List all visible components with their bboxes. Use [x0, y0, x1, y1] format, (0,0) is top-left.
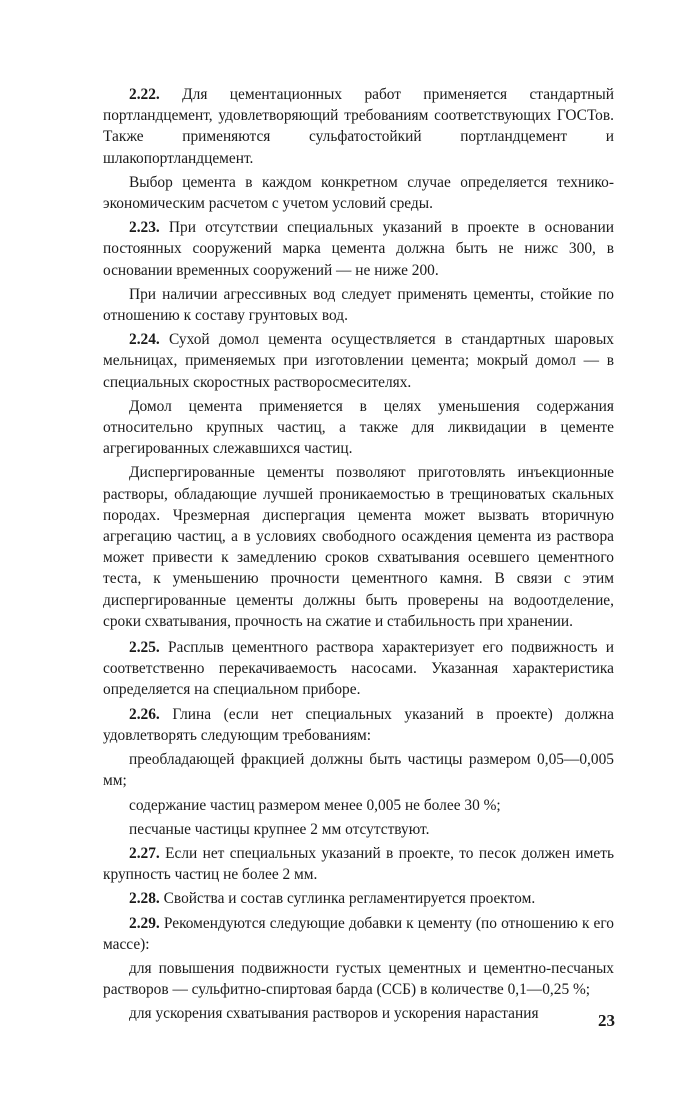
clause-number: 2.22. — [129, 86, 160, 103]
clause-number: 2.23. — [129, 219, 160, 237]
paragraph-text: Сухой домол цемента осуществляется в стандартных шаровых мельницах, применяемых при изготовлении цемента; мокрый домол — в специальных скоростных растворосмесителях. — [103, 331, 614, 391]
paragraph-text: При наличии агрессивных вод следует применять цементы, стойкие по отношению к составу грунтовых вод. — [103, 285, 614, 325]
paragraph-text: Глина (если нет специальных указаний в проекте) должна удовлетворять следующим требованиям: — [103, 705, 614, 744]
clause-number: 2.24. — [129, 331, 160, 349]
paragraph-2-29 — [103, 913, 614, 955]
page-number: 23 — [598, 1011, 615, 1030]
paragraph-text: Домол цемента применяется в целях уменьшения содержания относительно крупных частиц, а также для ликвидации в цементе агрегированных слежавшихся частиц. — [103, 397, 614, 458]
paragraph-text: Свойства и состав суглинка регламентируется проектом. — [163, 890, 536, 908]
paragraph-regrinding — [103, 396, 614, 460]
paragraph-text: Для цементационных работ применяется стандартный портландцемент, удовлетворяющий требованиям соответствующих ГОСТов. Также применяются сульфатостойкий портландцемент и шлакопортландцемент. — [103, 86, 614, 167]
paragraph-text: Расплыв цементного раствора характеризует его подвижность и соответственно перекачиваемость насосами. Указанная характеристика определяется на специальном приборе. — [103, 639, 614, 699]
paragraph-text: преобладающей фракцией должны быть частицы размером 0,05—0,005 мм; — [103, 751, 614, 790]
clause-number: 2.29. — [129, 914, 160, 932]
paragraph-text: Диспергированные цементы позволяют приготовлять инъекционные растворы, обладающие лучшей проникаемостью в трещиноватых скальных породах. Чрезмерная диспергация цемента может вызвать вторичную агрегацию частиц, а в условиях свободного осаждения цемента из раствора может привести к замедлению сроков схватывания осевшего цементного теста, к уменьшению прочности цементного камня. В связи с этим диспергированные цементы должны быть проверены на водоотделение, сроки схватывания, прочность на сжатие и стабильность при хранении. — [103, 464, 614, 630]
paragraph-text: содержание частиц размером менее 0,005 не более 30 %; — [129, 796, 501, 814]
paragraph-text: Если нет специальных указаний в проекте, то песок должен иметь крупность частиц не более 2 мм. — [103, 844, 614, 884]
clause-number: 2.27. — [129, 844, 160, 862]
list-item-ssb-additive — [103, 958, 614, 1000]
list-item-setting-acceleration — [103, 1003, 614, 1024]
paragraph-text: для ускорения схватывания растворов и ускорения нарастания — [129, 1005, 539, 1023]
list-item-sand-particles — [103, 819, 614, 840]
clause-number: 2.26. — [129, 705, 160, 723]
paragraph-aggressive-water — [103, 284, 614, 326]
clause-number: 2.28. — [129, 890, 160, 908]
paragraph-text: При отсутствии специальных указаний в проекте в основании постоянных сооружений марка цемента должна быть не нижс 300, в основании временных сооружений — не ниже 200. — [103, 219, 614, 279]
paragraph-2-27 — [103, 843, 614, 885]
paragraph-text: для повышения подвижности густых цементных и цементно-песчаных растворов — сульфитно-спиртовая барда (ССБ) в количестве 0,1—0,25 %; — [103, 959, 614, 999]
paragraph-cement-choice — [103, 172, 614, 214]
paragraph-text: Рекомендуются следующие добавки к цементу (по отношению к его массе): — [103, 914, 614, 953]
paragraph-2-28 — [103, 888, 614, 909]
paragraph-text: песчаные частицы крупнее 2 мм отсутствуют. — [129, 820, 430, 838]
clause-number: 2.25. — [129, 639, 160, 657]
paragraph-2-26 — [103, 704, 614, 746]
paragraph-2-24 — [103, 329, 614, 393]
paragraph-2-22 — [103, 84, 614, 169]
paragraph-text: Выбор цемента в каждом конкретном случае определяется технико-экономическим расчетом с учетом условий среды. — [103, 173, 614, 213]
paragraph-dispersed-cements — [103, 462, 614, 632]
list-item-particle-content — [103, 795, 614, 816]
list-item-fraction — [103, 749, 614, 791]
paragraph-2-25 — [103, 637, 614, 701]
paragraph-2-23 — [103, 217, 614, 281]
